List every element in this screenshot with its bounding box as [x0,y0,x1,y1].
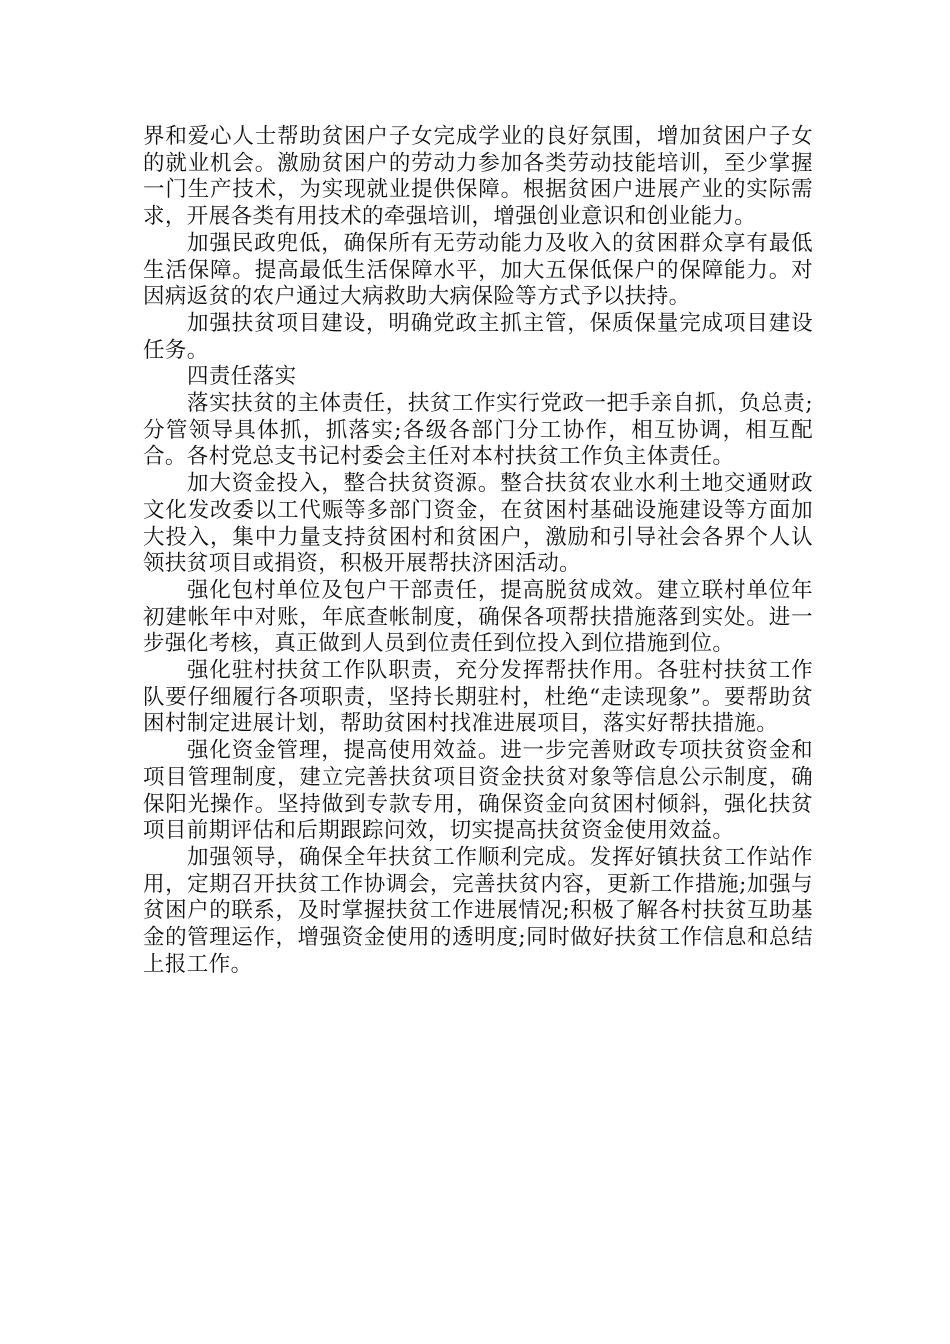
document-body [143,124,813,979]
paragraph-work-team-duties: 强化驻村扶贫工作队职责，充分发挥帮扶作用。各驻村扶贫工作队要仔细履行各项职责，坚持长期驻村，杜绝“走读现象”。要帮助贫困村制定进展计划，帮助贫困村找准进展项目，落实好帮扶措施。 [143,658,813,737]
paragraph-leadership: 加强领导，确保全年扶贫工作顺利完成。发挥好镇扶贫工作站作用，定期召开扶贫工作协调会，完善扶贫内容，更新工作措施;加强与贫困户的联系，及时掌握扶贫工作进展情况;积极了解各村扶贫互助基金的管理运作，增强资金使用的透明度;同时做好扶贫工作信息和总结上报工作。 [143,844,813,977]
paragraph-project-construction: 加强扶贫项目建设，明确党政主抓主管，保质保量完成项目建设任务。 [143,310,813,363]
paragraph-village-unit-responsibility: 强化包村单位及包户干部责任，提高脱贫成效。建立联村单位年初建帐年中对账，年底查帐制度，确保各项帮扶措施落到实处。进一步强化考核，真正做到人员到位责任到位投入到位措施到位。 [143,577,813,657]
paragraph-fund-investment: 加大资金投入，整合扶贫资源。整合扶贫农业水利土地交通财政文化发改委以工代赈等多部门资金，在贫困村基础设施建设等方面加大投入，集中力量支持贫困村和贫困户，激励和引导社会各界个人认领扶贫项目或捐资，积极开展帮扶济困活动。 [143,471,813,577]
paragraph-continuation: 界和爱心人士帮助贫困户子女完成学业的良好氛围，增加贫困户子女的就业机会。激励贫困户的劳动力参加各类劳动技能培训，至少掌握一门生产技术，为实现就业提供保障。根据贫困户进展产业的实际需求，开展各类有用技术的牵强培训，增强创业意识和创业能力。 [143,124,813,230]
paragraph-civil-affairs: 加强民政兜低，确保所有无劳动能力及收入的贫困群众享有最低生活保障。提高最低生活保障水平，加大五保低保户的保障能力。对因病返贫的农户通过大病救助大病保险等方式予以扶持。 [143,230,813,310]
paragraph-main-responsibility: 落实扶贫的主体责任，扶贫工作实行党政一把手亲自抓，负总责;分管领导具体抓，抓落实;各级各部门分工协作，相互协调，相互配合。各村党总支书记村委会主任对本村扶贫工作负主体责任。 [143,391,813,470]
section-heading-responsibility: 四责任落实 [187,364,297,390]
paragraph-fund-management: 强化资金管理，提高使用效益。进一步完善财政专项扶贫资金和项目管理制度，建立完善扶贫项目资金扶贫对象等信息公示制度，确保阳光操作。坚持做到专款专用，确保资金向贫困村倾斜，强化扶贫项目前期评估和后期跟踪问效，切实提高扶贫资金使用效益。 [143,738,813,844]
